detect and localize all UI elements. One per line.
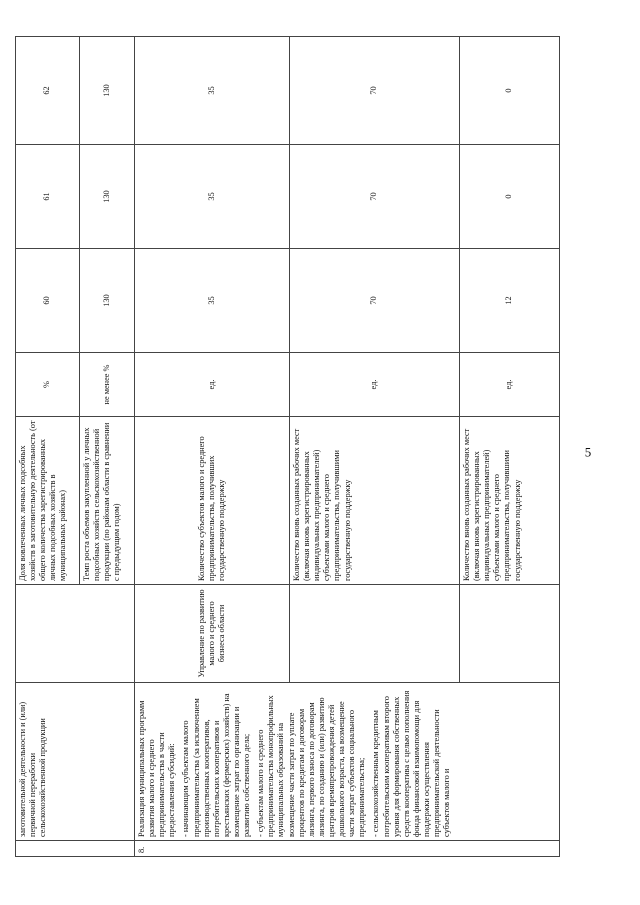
page-number: 5	[584, 444, 592, 460]
value-cell: 60	[16, 249, 80, 353]
value-cell: 70	[290, 249, 460, 353]
value-cell: 12	[460, 249, 560, 353]
measure-paragraph: Реализация муниципальных программ развития малого и среднего предпринимательства в части предоставления субсидий:	[137, 700, 177, 837]
value-cell: 70	[290, 37, 460, 145]
indicator-cell: Количество субъектов малого и среднего предпринимательства, получивших государственную поддержку	[135, 417, 290, 585]
value-cell: 130	[80, 37, 135, 145]
measure-cell	[135, 683, 560, 841]
row-number-cell	[16, 841, 135, 857]
value-cell: 35	[135, 249, 290, 353]
measure-paragraph: - сельскохозяйственным кредитным потребительским кооперативам второго уровня для формирования собственных средств кооператива с целью пополнения фонда финансовой взаимопомощи для поддержки осуществления предпринимательской деятельности субъектов малого и	[371, 690, 452, 837]
unit-cell: ед.	[460, 353, 560, 417]
executor-cell-empty	[460, 585, 560, 683]
value-cell: 130	[80, 145, 135, 249]
value-cell: 61	[16, 145, 80, 249]
executor-cell-empty	[290, 585, 460, 683]
executor-cell: Управление по развитию малого и среднего бизнеса области	[135, 585, 290, 683]
value-cell: 35	[135, 37, 290, 145]
value-cell: 62	[16, 37, 80, 145]
value-cell: 35	[135, 145, 290, 249]
table-row	[135, 37, 290, 857]
value-cell: 130	[80, 249, 135, 353]
measure-paragraph: - субъектам малого и среднего предпринимательства монопрофильных муниципальных образований на возмещение части затрат по уплате процентов по кредитам и договорам лизинга, первого взноса по договорам лизинга, по созданию и (или) развитию центров времяпрепровождения детей дошкольного возраста, на возмещение части затрат субъектов социального предпринимательства;	[256, 695, 367, 837]
unit-cell: %	[16, 353, 80, 417]
indicator-cell: Количество вновь созданных рабочих мест (включая вновь зарегистрированных индивидуальных предпринимателей) субъектами малого и среднего предпринимательства, получившими государственную поддержку	[460, 417, 560, 585]
indicator-cell: Доля вовлеченных личных подсобных хозяйств в заготовительную деятельность (от общего количества зарегистрированных личных подсобных хозяйств в муниципальных районах)	[16, 417, 80, 585]
value-cell: 70	[290, 145, 460, 249]
measure-paragraph: - начинающим субъектам малого предпринимательства (за исключением производственных кооперативов, потребительских кооперативов и крестьянских (фермерских) хозяйств) на возмещение затрат по организации и развитию собственного дела;	[181, 693, 252, 837]
unit-cell: ед.	[290, 353, 460, 417]
measure-cell: заготовительной деятельности и (или) первичной переработки сельскохозяйственной продукции	[16, 683, 135, 841]
unit-cell: не менее %	[80, 353, 135, 417]
indicator-cell: Темп роста объемов закупленной у личных подсобных хозяйств сельскохозяйственной продукции (по районам области в сравнении с предыдущим годом)	[80, 417, 135, 585]
executor-cell	[16, 585, 135, 683]
value-cell: 0	[460, 37, 560, 145]
indicator-cell: Количество вновь созданных рабочих мест (включая вновь зарегистрированных индивидуальных предпринимателей) субъектами малого и среднего предпринимательства, получившими государственную поддержку	[290, 417, 460, 585]
table-row	[16, 37, 80, 857]
value-cell: 0	[460, 145, 560, 249]
program-table	[15, 36, 560, 857]
unit-cell: ед.	[135, 353, 290, 417]
row-number-cell: 8.	[135, 841, 560, 857]
